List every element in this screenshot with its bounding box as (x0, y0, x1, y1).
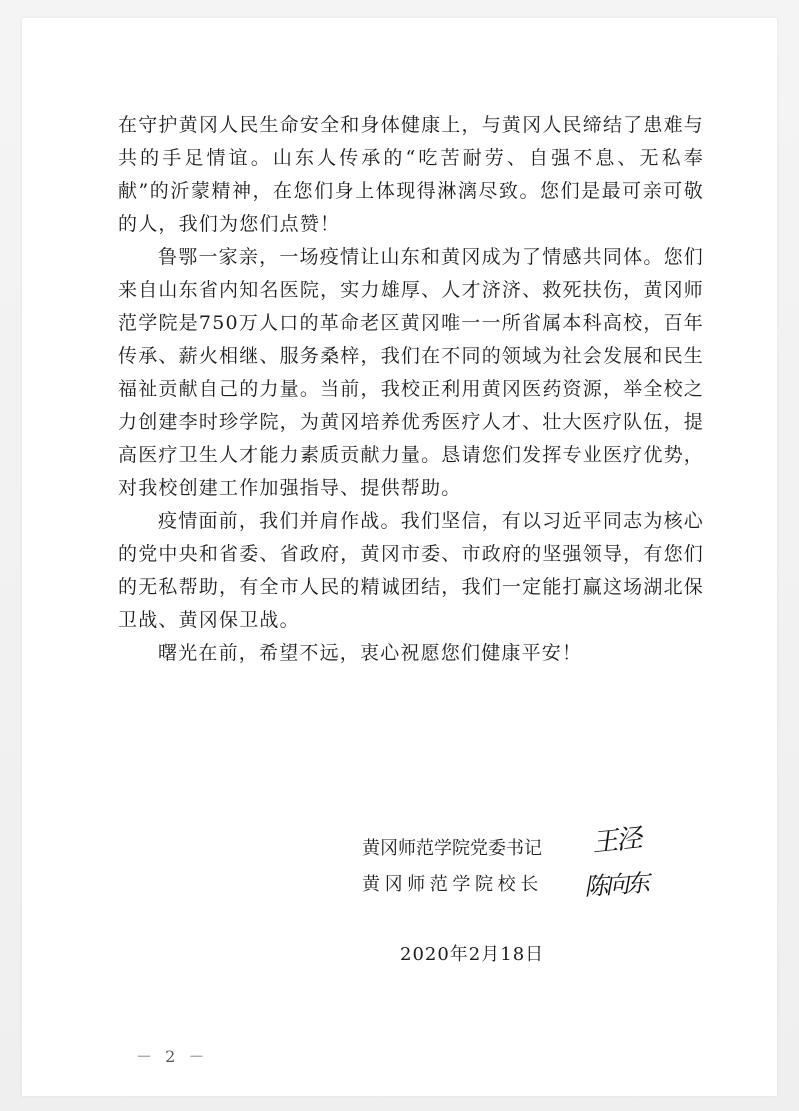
signatory-president (352, 866, 672, 902)
signature-block (352, 823, 672, 902)
letter-body (118, 109, 704, 670)
handwritten-signature: 陈向东 (583, 868, 648, 902)
paragraph: 疫情面前，我们并肩作战。我们坚信，有以习近平同志为核心的党中央和省委、省政府，黄冈市委、市政府的坚强领导，有您们的无私帮助，有全市人民的精诚团结，我们一定能打赢这场湖北保卫战、黄冈保卫战。 (118, 510, 704, 631)
paragraph: 在守护黄冈人民生命安全和身体健康上，与黄冈人民缔结了患难与共的手足情谊。山东人传承的“吃苦耐劳、自强不息、无私奉献”的沂蒙精神，在您们身上体现得淋漓尽致。您们是最可亲可敬的人，我们为您们点赞！ (118, 114, 704, 235)
signatory-party-secretary (352, 823, 672, 866)
signatory-title: 黄冈师范学院党委书记 (362, 838, 542, 859)
page-number: － 2 － (136, 1047, 209, 1066)
paragraph: 鲁鄂一家亲，一场疫情让山东和黄冈成为了情感共同体。您们来自山东省内知名医院，实力雄厚、人才济济、救死扶伤，黄冈师范学院是750万人口的革命老区黄冈唯一一所省属本科高校，百年传承、薪火相继、服务桑梓，我们在不同的领域为社会发展和民生福祉贡献自己的力量。当前，我校正利用黄冈医药资源，举全校之力创建李时珍学院，为黄冈培养优秀医疗人才、壮大医疗队伍，提高医疗卫生人才能力素质贡献力量。恳请您们发挥专业医疗优势，对我校创建工作加强指导、提供帮助。 (118, 246, 704, 499)
letter-date: 2020年2月18日 (400, 944, 545, 965)
signatory-title: 黄冈师范学院校长 (362, 874, 543, 895)
letter-page (22, 18, 777, 1096)
handwritten-signature: 王泾 (590, 823, 642, 859)
paragraph: 曙光在前，希望不远，衷心祝愿您们健康平安！ (158, 642, 583, 664)
